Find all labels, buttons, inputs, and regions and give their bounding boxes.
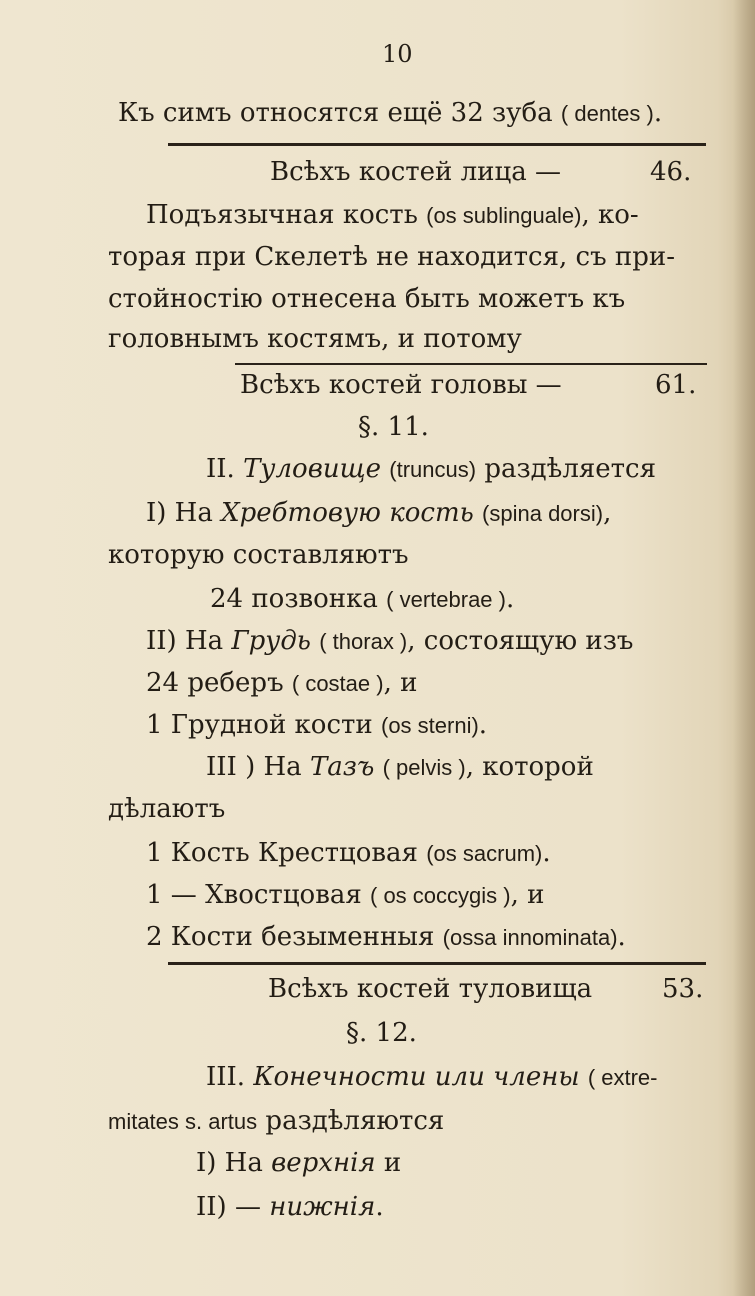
italic-term: Конечности или члены — [253, 1062, 580, 1092]
sum-rule — [235, 363, 707, 365]
sum-label: Всѣхъ костей головы — — [240, 370, 562, 400]
latin-term: (spina dorsi) — [482, 501, 604, 526]
sum-number: 61. — [655, 370, 697, 400]
line-text: II) На — [146, 626, 224, 656]
text-line — [0, 452, 755, 487]
text-line — [0, 1146, 755, 1180]
text-line — [0, 1104, 755, 1139]
text-line — [0, 624, 755, 659]
line-text: II) — — [196, 1192, 261, 1222]
page-number: 10 — [382, 40, 413, 68]
line-text: , ко- — [581, 200, 639, 230]
punct: . — [478, 710, 488, 740]
line-text: , и — [383, 668, 418, 698]
italic-term: Хребтовую кость — [221, 498, 474, 528]
italic-term: Тазъ — [309, 752, 375, 782]
latin-term: ( pelvis ) — [382, 755, 466, 780]
text-line — [0, 836, 755, 871]
sum-number: 46. — [650, 157, 692, 187]
text-line: дѣлаютъ — [108, 794, 226, 824]
text-line — [0, 496, 755, 531]
latin-term: (truncus) — [389, 457, 477, 482]
latin-term: (os sterni) — [381, 713, 479, 738]
latin-term: ( thorax ) — [319, 629, 408, 654]
latin-term: ( dentes ) — [560, 101, 654, 126]
line-text: I) На — [146, 498, 213, 528]
sum-rule — [168, 143, 706, 146]
line-text: , состоящую изъ — [407, 626, 634, 656]
line-text: , которой — [465, 752, 594, 782]
text-line — [0, 1060, 755, 1095]
section-heading: §. 12. — [346, 1018, 417, 1048]
latin-term: ( costae ) — [291, 671, 384, 696]
text-line: торая при Скелетѣ не находится, съ при- — [108, 242, 675, 272]
text-line: головнымъ костямъ, и потому — [108, 324, 522, 354]
punct: . — [653, 98, 663, 128]
line-text: 2 Кости безыменныя — [146, 922, 435, 952]
line-text: 1 Грудной кости — [146, 710, 373, 740]
latin-term: mitates s. artus — [108, 1109, 258, 1134]
italic-term: Туловище — [243, 454, 381, 484]
text-line — [0, 708, 755, 743]
line-text: 1 — Хвостцовая — [146, 880, 362, 910]
text-line — [0, 666, 755, 701]
line-text: раздѣляются — [265, 1106, 445, 1136]
punct: . — [505, 584, 515, 614]
latin-term: ( os coccygis ) — [370, 883, 511, 908]
latin-term: ( vertebrae ) — [386, 587, 506, 612]
line-text: раздѣляется — [484, 454, 656, 484]
sum-number: 53. — [662, 974, 704, 1004]
punct: . — [375, 1192, 384, 1222]
section-heading: §. 11. — [358, 412, 429, 442]
line-text: III ) На — [206, 752, 302, 782]
line-text: , и — [510, 880, 545, 910]
line-text: Къ симъ относятся ещё 32 зуба — [118, 98, 553, 128]
line-text: II. — [206, 454, 235, 484]
italic-term: нижнія — [269, 1192, 376, 1222]
sum-rule — [168, 962, 706, 965]
italic-term: Грудь — [231, 626, 311, 656]
line-text: III. — [206, 1062, 246, 1092]
text-line: которую составляютъ — [108, 540, 409, 570]
latin-term: (os sacrum) — [426, 841, 543, 866]
text-line — [0, 96, 755, 131]
punct: . — [542, 838, 551, 868]
text-line — [0, 750, 755, 785]
text-line — [0, 198, 755, 233]
punct: . — [617, 922, 626, 952]
text-line: стойностію отнесена быть можетъ къ — [108, 284, 626, 314]
line-text: 1 Кость Крестцовая — [146, 838, 418, 868]
latin-term: ( extre- — [587, 1065, 658, 1090]
latin-term: (os sublinguale) — [426, 203, 582, 228]
punct: , — [603, 498, 612, 528]
sum-label: Всѣхъ костей лица — — [270, 157, 561, 187]
latin-term: (ossa innominata) — [442, 925, 618, 950]
text-line — [0, 582, 755, 617]
text-line — [0, 920, 755, 955]
text-line — [0, 1190, 755, 1224]
line-text: и — [383, 1148, 402, 1178]
italic-term: верхнія — [271, 1148, 376, 1178]
line-text: 24 позвонка — [210, 584, 378, 614]
sum-label: Всѣхъ костей туловища — [268, 974, 593, 1004]
text-line — [0, 878, 755, 913]
line-text: Подъязычная кость — [146, 200, 418, 230]
line-text: 24 реберъ — [146, 668, 284, 698]
line-text: I) На — [196, 1148, 263, 1178]
